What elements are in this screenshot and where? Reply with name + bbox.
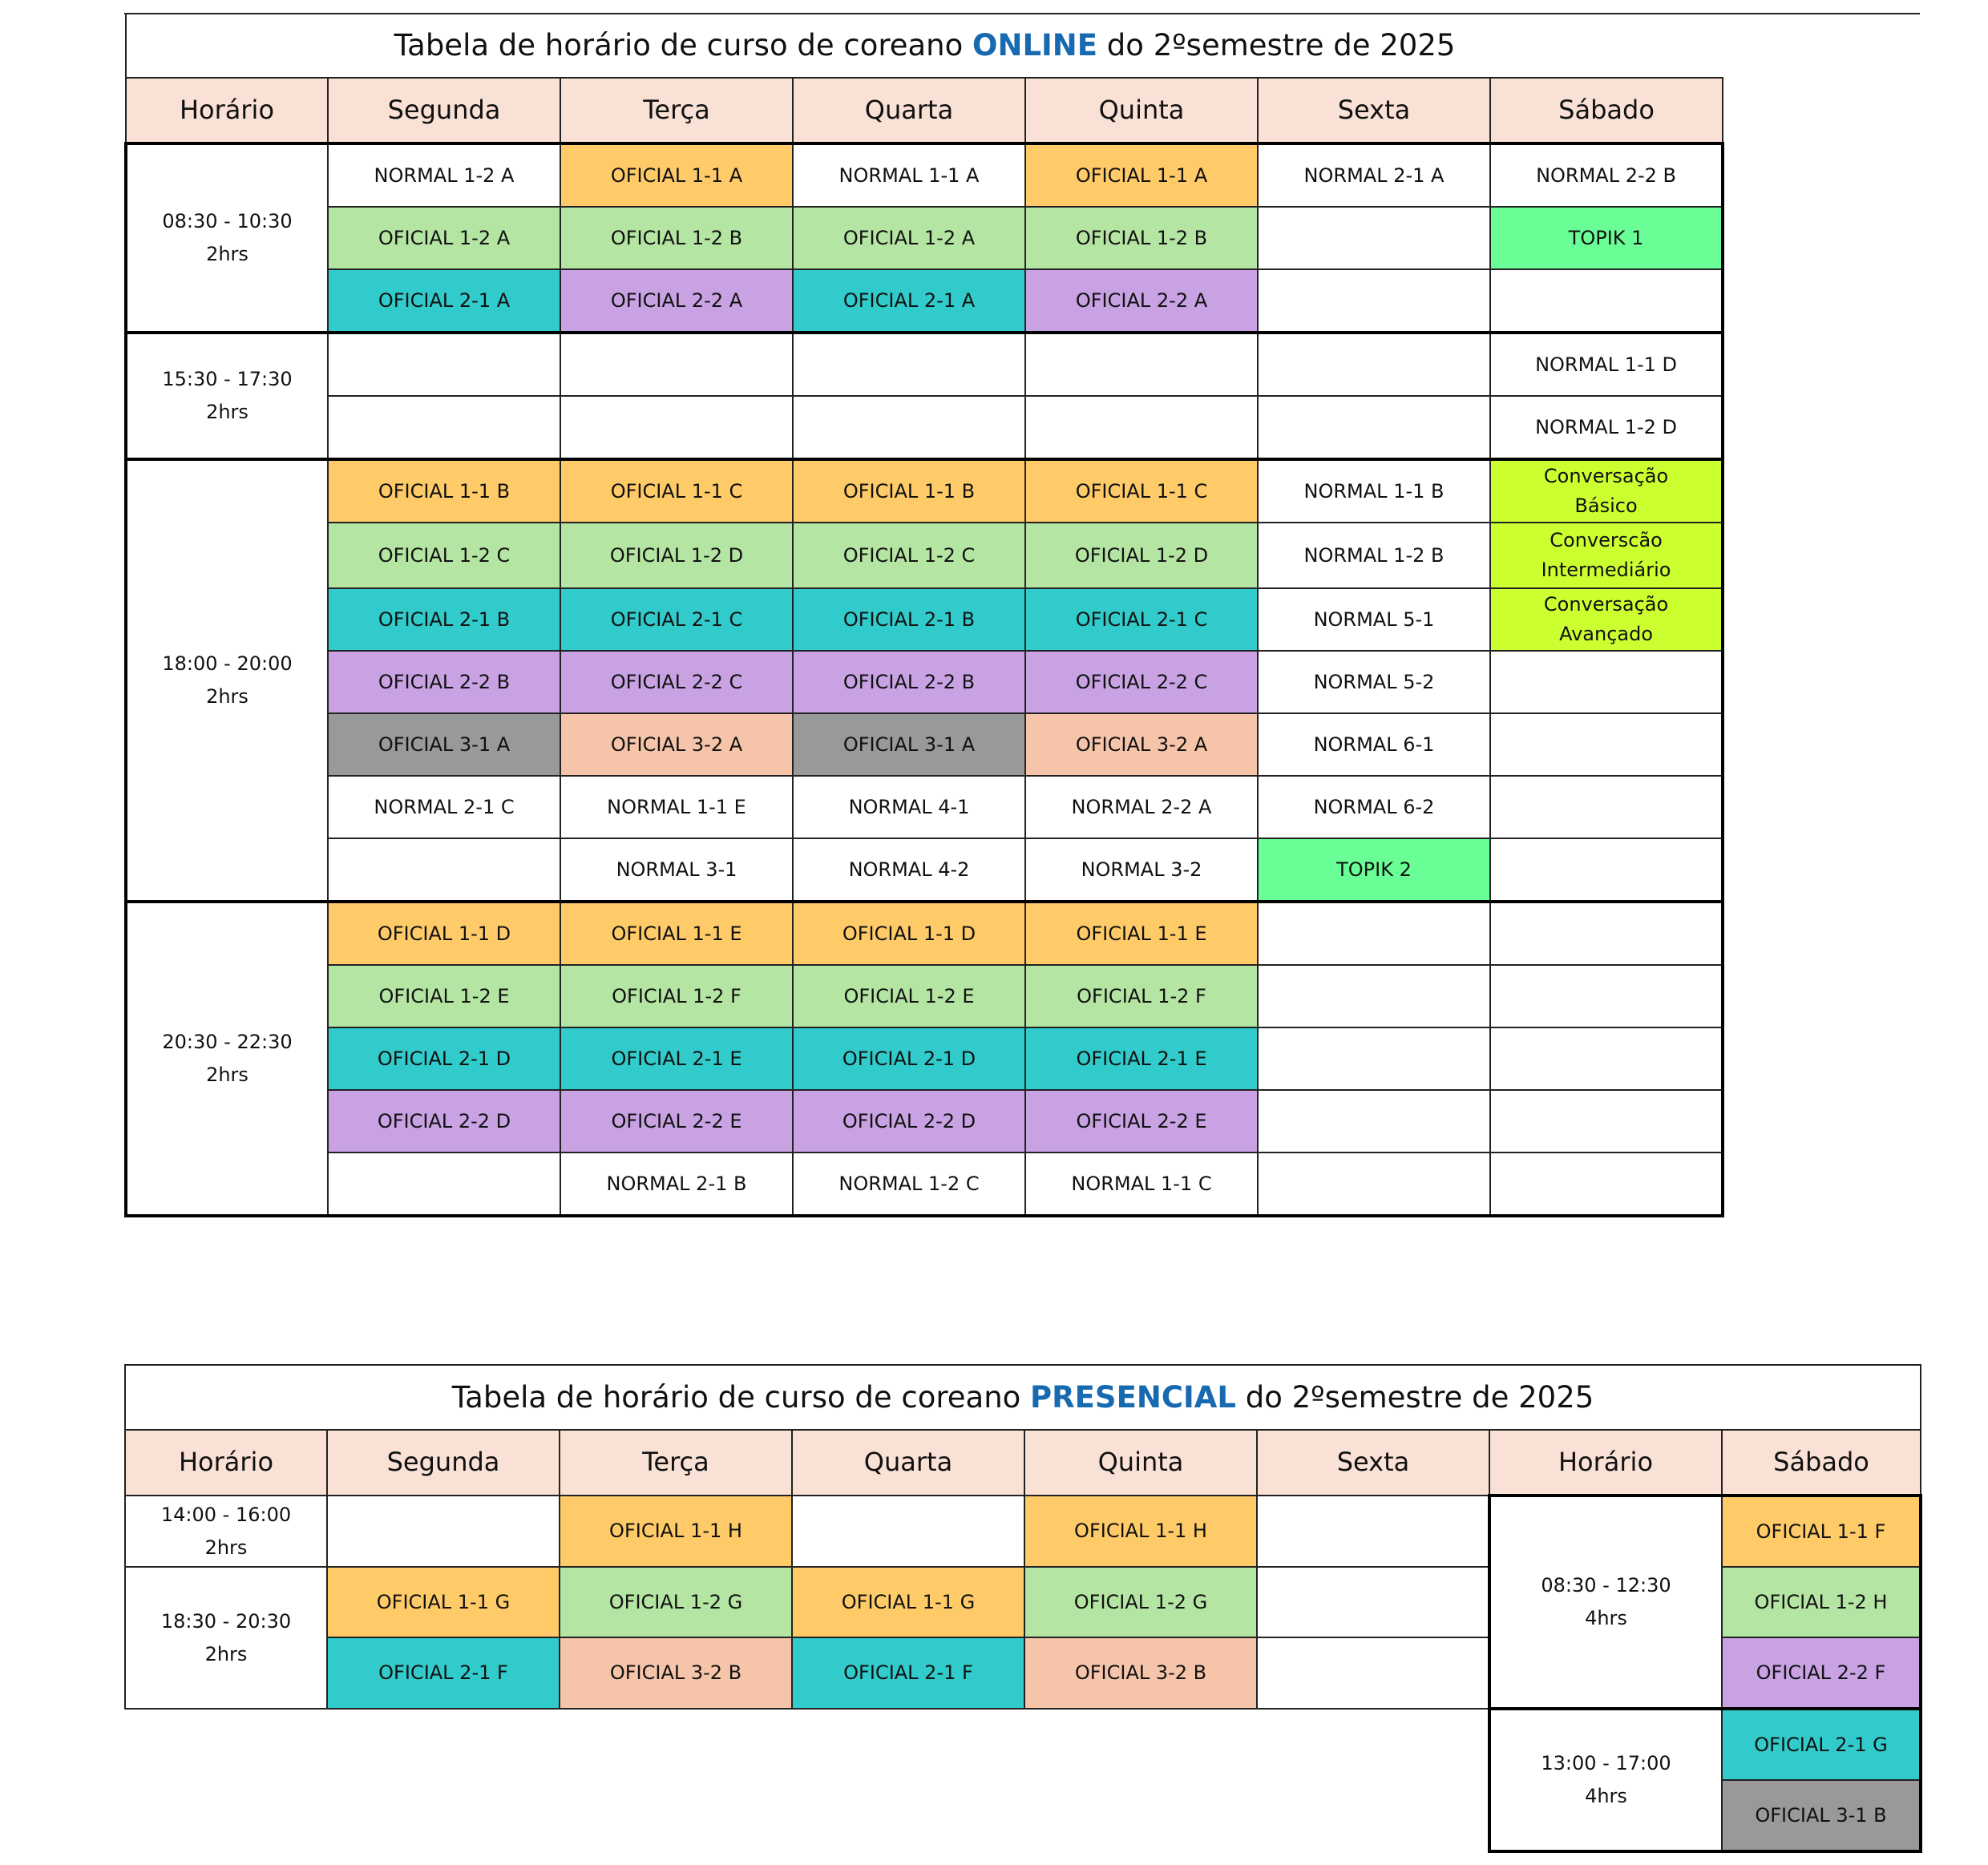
empty-cell	[1490, 713, 1723, 776]
class-cell-oficial-2-1-d: OFICIAL 2-1 D	[793, 1027, 1025, 1090]
class-cell-oficial-1-1-e: OFICIAL 1-1 E	[1025, 902, 1258, 965]
duration: 2hrs	[206, 1064, 248, 1086]
empty-cell	[328, 1153, 560, 1216]
duration: 4hrs	[1585, 1785, 1627, 1807]
class-cell-oficial-1-2-d: OFICIAL 1-2 D	[1025, 523, 1258, 588]
class-cell-oficial-2-1-a: OFICIAL 2-1 A	[328, 269, 560, 333]
class-cell-oficial-1-1-d: OFICIAL 1-1 D	[328, 902, 560, 965]
time-slot	[126, 459, 328, 902]
class-cell-oficial-1-1-b: OFICIAL 1-1 B	[328, 459, 560, 523]
column-header-quarta: Quarta	[792, 1430, 1024, 1496]
empty-cell	[1258, 1090, 1490, 1153]
class-cell-oficial-1-2-c: OFICIAL 1-2 C	[793, 523, 1025, 588]
class-cell-topik-2: TOPIK 2	[1258, 838, 1490, 902]
empty-cell	[793, 396, 1025, 459]
class-cell-oficial-3-1-b: OFICIAL 3-1 B	[1722, 1780, 1921, 1851]
time-slot	[126, 333, 328, 459]
empty-cell	[1490, 965, 1723, 1027]
class-cell-oficial-1-2-b: OFICIAL 1-2 B	[1025, 207, 1258, 269]
class-cell-oficial-2-2-d: OFICIAL 2-2 D	[793, 1090, 1025, 1153]
empty-cell	[1258, 1153, 1490, 1216]
empty-cell	[1258, 207, 1490, 269]
class-cell-normal-6-1: NORMAL 6-1	[1258, 713, 1490, 776]
empty-area	[125, 1709, 1489, 1780]
class-cell-normal-1-1-b: NORMAL 1-1 B	[1258, 459, 1490, 523]
class-cell-oficial-2-1-c: OFICIAL 2-1 C	[1025, 588, 1258, 651]
class-cell-oficial-2-2-d: OFICIAL 2-2 D	[328, 1090, 560, 1153]
class-cell-oficial-2-2-f: OFICIAL 2-2 F	[1722, 1637, 1921, 1709]
class-cell-oficial-1-1-a: OFICIAL 1-1 A	[1025, 143, 1258, 207]
class-cell-oficial-1-2-d: OFICIAL 1-2 D	[560, 523, 793, 588]
class-cell-normal-1-1-c: NORMAL 1-1 C	[1025, 1153, 1258, 1216]
empty-cell	[1025, 396, 1258, 459]
class-cell-oficial-1-2-a: OFICIAL 1-2 A	[793, 207, 1025, 269]
column-header-sabado: Sábado	[1490, 78, 1723, 143]
class-cell-oficial-2-1-f: OFICIAL 2-1 F	[327, 1637, 560, 1709]
class-cell-oficial-1-2-g: OFICIAL 1-2 G	[560, 1567, 792, 1637]
time-slot	[1489, 1709, 1722, 1851]
class-cell-oficial-2-2-a: OFICIAL 2-2 A	[1025, 269, 1258, 333]
empty-cell	[328, 333, 560, 396]
class-cell-normal-3-1: NORMAL 3-1	[560, 838, 793, 902]
online-table-title: Tabela de horário de curso de coreano ONLINE do 2ºsemestre de 2025	[126, 14, 1723, 78]
class-cell-oficial-2-1-f: OFICIAL 2-1 F	[792, 1637, 1024, 1709]
time-range: 08:30 - 12:30	[1541, 1574, 1671, 1597]
empty-cell	[1490, 1090, 1723, 1153]
class-cell-oficial-3-2-a: OFICIAL 3-2 A	[560, 713, 793, 776]
empty-cell	[793, 333, 1025, 396]
class-cell-line: Básico	[1574, 495, 1638, 517]
class-cell-oficial-1-2-e: OFICIAL 1-2 E	[328, 965, 560, 1027]
duration: 2hrs	[206, 685, 248, 708]
empty-cell	[1025, 333, 1258, 396]
duration: 2hrs	[206, 401, 248, 423]
class-cell-oficial-2-1-a: OFICIAL 2-1 A	[793, 269, 1025, 333]
time-range: 15:30 - 17:30	[162, 368, 293, 391]
class-cell-normal-2-1-c: NORMAL 2-1 C	[328, 776, 560, 838]
empty-cell	[792, 1496, 1024, 1567]
class-cell-oficial-1-1-f: OFICIAL 1-1 F	[1722, 1496, 1921, 1567]
class-cell-normal-5-1: NORMAL 5-1	[1258, 588, 1490, 651]
time-range: 20:30 - 22:30	[162, 1031, 293, 1054]
class-cell-oficial-2-2-c: OFICIAL 2-2 C	[560, 651, 793, 713]
time-range: 08:30 - 10:30	[162, 210, 293, 233]
empty-cell	[1490, 1153, 1723, 1216]
class-cell-normal-1-1-e: NORMAL 1-1 E	[560, 776, 793, 838]
presencial-table-title: Tabela de horário de curso de coreano PRESENCIAL do 2ºsemestre de 2025	[125, 1365, 1921, 1430]
class-cell-oficial-1-1-b: OFICIAL 1-1 B	[793, 459, 1025, 523]
class-cell-conversacao-basico	[1490, 459, 1723, 523]
empty-cell	[1257, 1567, 1489, 1637]
class-cell-oficial-1-2-e: OFICIAL 1-2 E	[793, 965, 1025, 1027]
empty-cell	[560, 333, 793, 396]
class-cell-topik-1: TOPIK 1	[1490, 207, 1723, 269]
empty-cell	[1490, 1027, 1723, 1090]
class-cell-oficial-2-1-d: OFICIAL 2-1 D	[328, 1027, 560, 1090]
column-header-horario: Horário	[125, 1430, 327, 1496]
class-cell-normal-6-2: NORMAL 6-2	[1258, 776, 1490, 838]
class-cell-oficial-2-2-b: OFICIAL 2-2 B	[793, 651, 1025, 713]
class-cell-oficial-2-2-e: OFICIAL 2-2 E	[560, 1090, 793, 1153]
class-cell-oficial-1-1-h: OFICIAL 1-1 H	[560, 1496, 792, 1567]
class-cell-normal-3-2: NORMAL 3-2	[1025, 838, 1258, 902]
class-cell-line: Converscão	[1550, 528, 1663, 551]
column-header-horario: Horário	[126, 78, 328, 143]
class-cell-oficial-1-1-g: OFICIAL 1-1 G	[792, 1567, 1024, 1637]
class-cell-oficial-1-1-c: OFICIAL 1-1 C	[1025, 459, 1258, 523]
empty-cell	[1258, 269, 1490, 333]
time-slot	[126, 902, 328, 1216]
class-cell-line: Conversação	[1543, 464, 1669, 487]
time-slot	[125, 1496, 327, 1567]
presencial-schedule-table	[124, 1364, 1922, 1853]
class-cell-oficial-1-1-a: OFICIAL 1-1 A	[560, 143, 793, 207]
class-cell-oficial-2-2-e: OFICIAL 2-2 E	[1025, 1090, 1258, 1153]
class-cell-oficial-1-2-f: OFICIAL 1-2 F	[560, 965, 793, 1027]
time-slot	[126, 143, 328, 333]
empty-cell	[1258, 1027, 1490, 1090]
empty-area	[125, 1780, 1489, 1851]
class-cell-oficial-1-2-h: OFICIAL 1-2 H	[1722, 1567, 1921, 1637]
class-cell-oficial-2-1-e: OFICIAL 2-1 E	[560, 1027, 793, 1090]
class-cell-oficial-1-2-b: OFICIAL 1-2 B	[560, 207, 793, 269]
class-cell-oficial-1-2-g: OFICIAL 1-2 G	[1024, 1567, 1257, 1637]
empty-cell	[1258, 396, 1490, 459]
empty-cell	[1258, 333, 1490, 396]
empty-cell	[1257, 1496, 1489, 1567]
time-range: 18:30 - 20:30	[160, 1609, 292, 1633]
class-cell-oficial-2-1-g: OFICIAL 2-1 G	[1722, 1709, 1921, 1780]
class-cell-oficial-1-1-c: OFICIAL 1-1 C	[560, 459, 793, 523]
class-cell-normal-2-1-b: NORMAL 2-1 B	[560, 1153, 793, 1216]
class-cell-normal-1-2-c: NORMAL 1-2 C	[793, 1153, 1025, 1216]
class-cell-normal-4-2: NORMAL 4-2	[793, 838, 1025, 902]
empty-cell	[1490, 269, 1723, 333]
time-range: 18:00 - 20:00	[162, 652, 293, 676]
class-cell-conversacao-avancado	[1490, 588, 1723, 651]
class-cell-normal-1-2-b: NORMAL 1-2 B	[1258, 523, 1490, 588]
column-header-quarta: Quarta	[793, 78, 1025, 143]
class-cell-oficial-1-2-a: OFICIAL 1-2 A	[328, 207, 560, 269]
class-cell-normal-5-2: NORMAL 5-2	[1258, 651, 1490, 713]
class-cell-line: Conversação	[1543, 592, 1669, 616]
empty-cell	[1258, 902, 1490, 965]
class-cell-oficial-1-2-f: OFICIAL 1-2 F	[1025, 965, 1258, 1027]
empty-cell	[1490, 838, 1723, 902]
class-cell-normal-1-2-d: NORMAL 1-2 D	[1490, 396, 1723, 459]
class-cell-oficial-2-2-a: OFICIAL 2-2 A	[560, 269, 793, 333]
class-cell-oficial-1-1-e: OFICIAL 1-1 E	[560, 902, 793, 965]
empty-cell	[328, 838, 560, 902]
time-slot	[1489, 1496, 1722, 1709]
empty-cell	[328, 396, 560, 459]
duration: 2hrs	[204, 1642, 248, 1665]
column-header-sabado: Sábado	[1722, 1430, 1921, 1496]
column-header-sexta: Sexta	[1257, 1430, 1489, 1496]
class-cell-normal-1-2-a: NORMAL 1-2 A	[328, 143, 560, 207]
class-cell-oficial-2-2-c: OFICIAL 2-2 C	[1025, 651, 1258, 713]
empty-cell	[1490, 902, 1723, 965]
class-cell-converscao-intermediario	[1490, 523, 1723, 588]
class-cell-oficial-1-1-g: OFICIAL 1-1 G	[327, 1567, 560, 1637]
class-cell-oficial-1-1-h: OFICIAL 1-1 H	[1024, 1496, 1257, 1567]
empty-cell	[327, 1496, 560, 1567]
class-cell-line: Avançado	[1559, 623, 1654, 645]
column-header-sexta: Sexta	[1258, 78, 1490, 143]
online-schedule-table	[124, 14, 1988, 1217]
column-header-terca: Terça	[560, 78, 793, 143]
column-header-quinta: Quinta	[1025, 78, 1258, 143]
class-cell-oficial-1-2-c: OFICIAL 1-2 C	[328, 523, 560, 588]
empty-cell	[1490, 651, 1723, 713]
class-cell-oficial-2-1-e: OFICIAL 2-1 E	[1025, 1027, 1258, 1090]
time-range: 14:00 - 16:00	[160, 1503, 292, 1526]
duration: 2hrs	[206, 243, 248, 265]
column-header-horario: Horário	[1489, 1430, 1722, 1496]
class-cell-oficial-2-1-b: OFICIAL 2-1 B	[793, 588, 1025, 651]
class-cell-normal-2-2-a: NORMAL 2-2 A	[1025, 776, 1258, 838]
class-cell-oficial-3-2-b: OFICIAL 3-2 B	[1024, 1637, 1257, 1709]
class-cell-normal-1-1-a: NORMAL 1-1 A	[793, 143, 1025, 207]
column-header-segunda: Segunda	[328, 78, 560, 143]
duration: 4hrs	[1585, 1607, 1627, 1629]
class-cell-oficial-1-1-d: OFICIAL 1-1 D	[793, 902, 1025, 965]
empty-cell	[1490, 776, 1723, 838]
empty-cell	[1257, 1637, 1489, 1709]
class-cell-normal-2-1-a: NORMAL 2-1 A	[1258, 143, 1490, 207]
time-slot	[125, 1567, 327, 1709]
empty-cell	[1258, 965, 1490, 1027]
column-header-segunda: Segunda	[327, 1430, 560, 1496]
class-cell-normal-1-1-d: NORMAL 1-1 D	[1490, 333, 1723, 396]
class-cell-oficial-3-2-a: OFICIAL 3-2 A	[1025, 713, 1258, 776]
class-cell-oficial-3-1-a: OFICIAL 3-1 A	[793, 713, 1025, 776]
duration: 2hrs	[204, 1536, 248, 1559]
column-header-quinta: Quinta	[1024, 1430, 1257, 1496]
time-range: 13:00 - 17:00	[1541, 1752, 1671, 1775]
class-cell-oficial-3-1-a: OFICIAL 3-1 A	[328, 713, 560, 776]
empty-cell	[560, 396, 793, 459]
class-cell-normal-4-1: NORMAL 4-1	[793, 776, 1025, 838]
class-cell-oficial-2-1-b: OFICIAL 2-1 B	[328, 588, 560, 651]
class-cell-oficial-3-2-b: OFICIAL 3-2 B	[560, 1637, 792, 1709]
class-cell-line: Intermediário	[1541, 559, 1671, 581]
class-cell-oficial-2-1-c: OFICIAL 2-1 C	[560, 588, 793, 651]
class-cell-normal-2-2-b: NORMAL 2-2 B	[1490, 143, 1723, 207]
column-header-terca: Terça	[560, 1430, 792, 1496]
class-cell-oficial-2-2-b: OFICIAL 2-2 B	[328, 651, 560, 713]
